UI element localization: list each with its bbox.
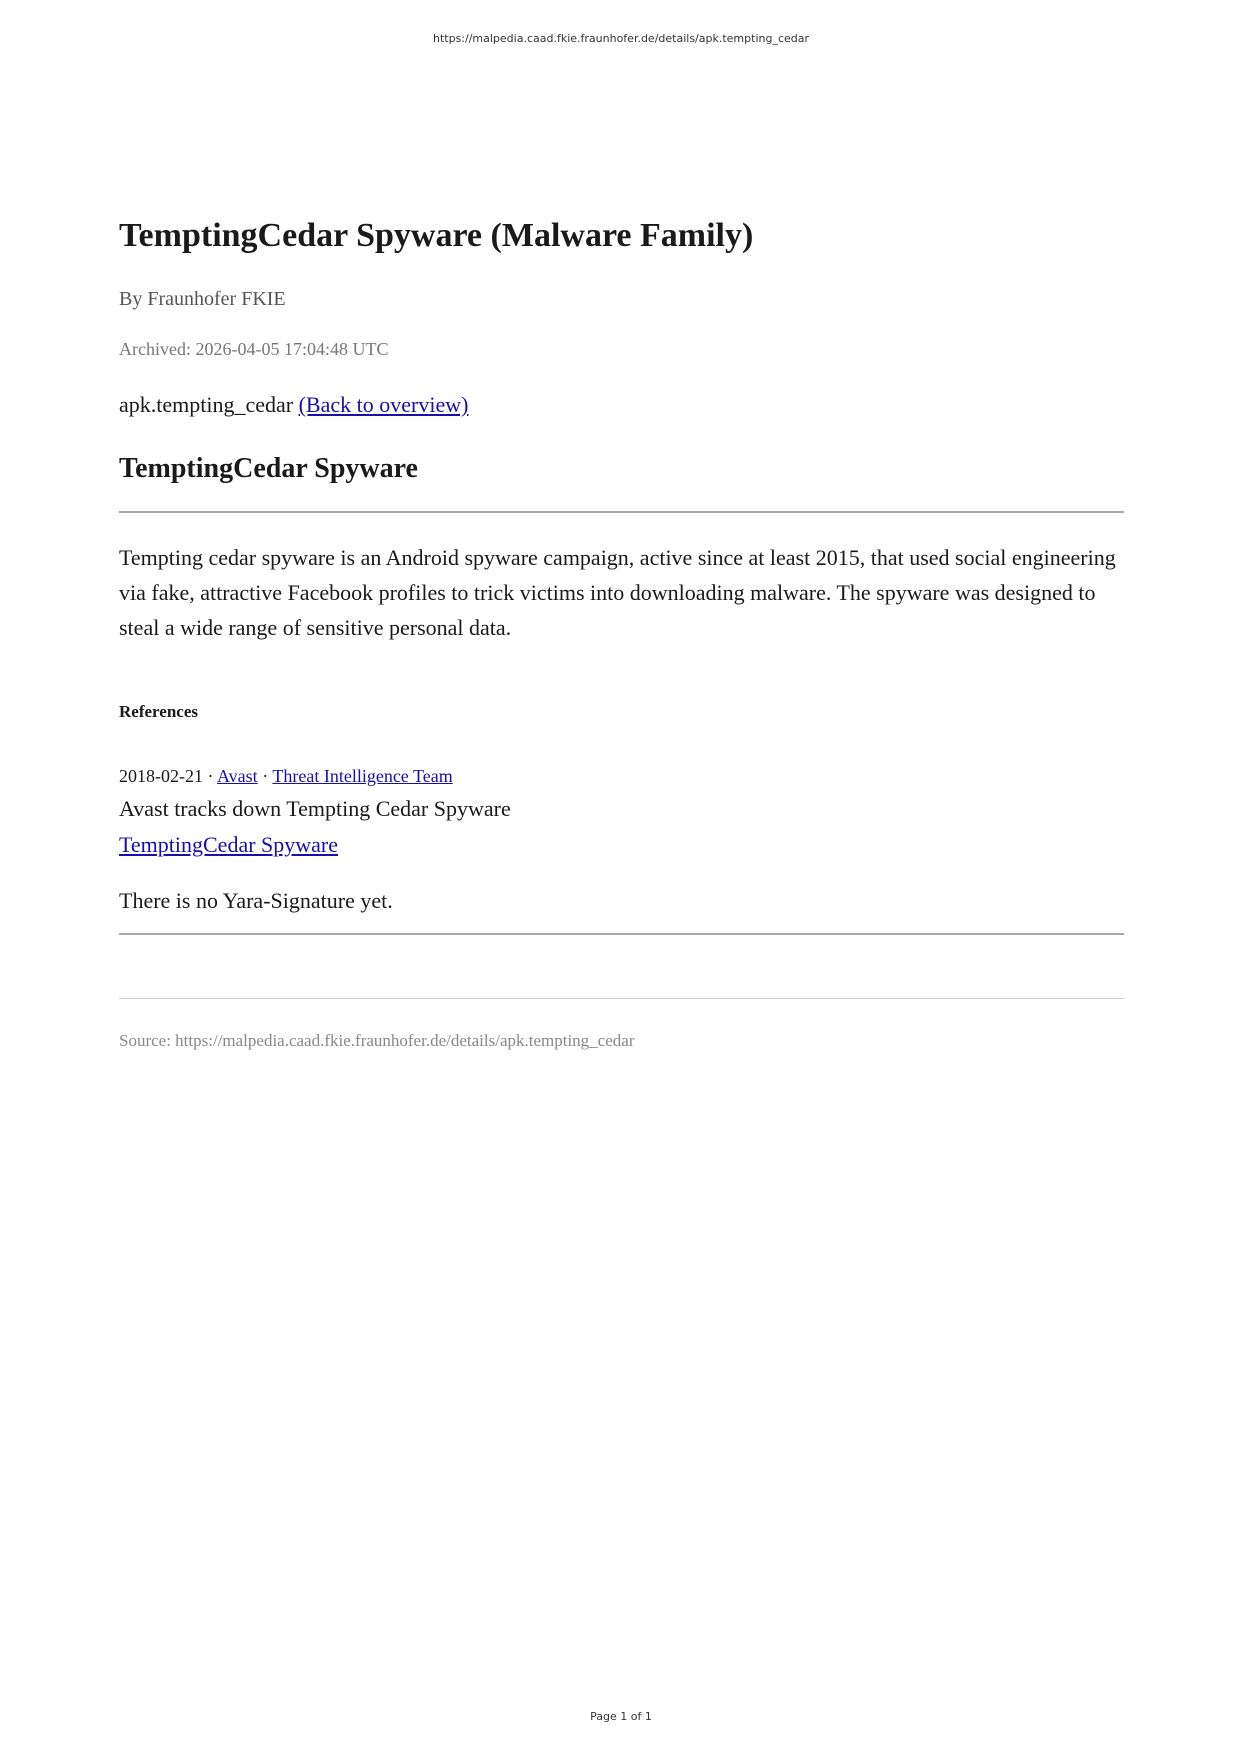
section-title: TemptingCedar Spyware [119,453,418,484]
back-to-overview-link[interactable]: (Back to overview) [298,392,469,417]
yara-status: There is no Yara-Signature yet. [119,888,393,913]
reference-separator: · [207,766,214,786]
reference-separator: · [262,766,269,786]
reference-family-link[interactable]: TemptingCedar Spyware [119,832,339,857]
family-description: Tempting cedar spyware is an Android spyware campaign, active since at least 2015, that used social engineering via fake, attractive Facebook profiles to trick victims into downloading malware. The spyware was designed to steal a wide range of sensitive personal data. [119,545,1116,640]
source-url: Source: https://malpedia.caad.fkie.fraunhofer.de/details/apk.tempting_cedar [119,1031,635,1050]
reference-author-link[interactable]: Threat Intelligence Team [272,766,453,786]
footer-divider [119,998,1124,999]
references-heading: References [119,702,198,721]
reference-date: 2018-02-21 [119,766,203,786]
reference-organization-link[interactable]: Avast [217,766,258,786]
reference-title: Avast tracks down Tempting Cedar Spyware [119,796,511,821]
reference-meta [119,766,453,787]
page-title: TemptingCedar Spyware (Malware Family) [119,217,754,254]
archived-timestamp: Archived: 2026-04-05 17:04:48 UTC [119,339,389,359]
section-divider [119,511,1124,513]
byline: By Fraunhofer FKIE [119,288,286,310]
family-id-line [119,392,468,418]
family-id: apk.tempting_cedar [119,392,294,417]
page-header-url: https://malpedia.caad.fkie.fraunhofer.de/details/apk.tempting_cedar [432,32,810,45]
content-divider [119,933,1124,935]
page-number: Page 1 of 1 [590,1710,652,1723]
